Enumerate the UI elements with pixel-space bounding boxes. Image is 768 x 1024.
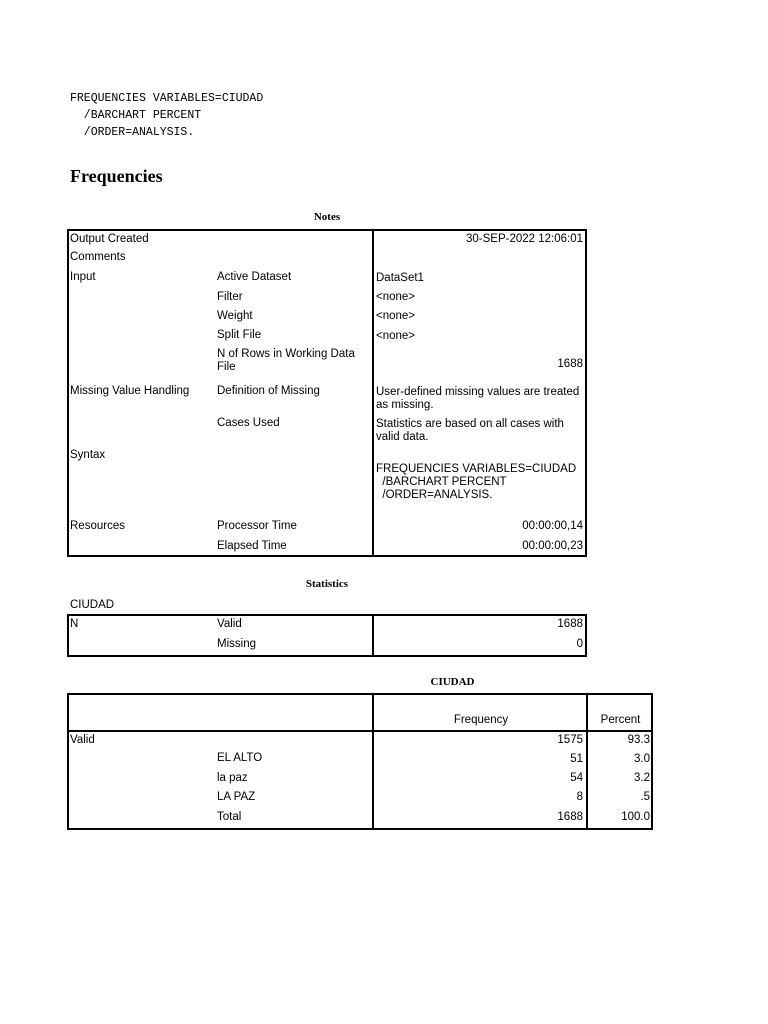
ciudad-freq-divider (586, 693, 588, 830)
syntax-label: Syntax (70, 449, 106, 461)
processor-time-label: Processor Time (217, 520, 297, 532)
statistics-title: Statistics (305, 578, 349, 590)
row-frequency: 51 (570, 753, 583, 765)
elapsed-time-label: Elapsed Time (217, 540, 287, 552)
notes-title: Notes (313, 211, 341, 223)
row-label: la paz (217, 772, 248, 784)
cases-used-value: Statistics are based on all cases with valid data. (376, 418, 568, 443)
ciudad-valid-label: Valid (70, 734, 95, 746)
ciudad-label-divider (372, 693, 374, 830)
missing-handling-label: Missing Value Handling (70, 385, 190, 397)
statistics-divider (372, 614, 374, 657)
statistics-variable: CIUDAD (70, 599, 115, 611)
syntax-echo: FREQUENCIES VARIABLES=CIUDAD /BARCHART PERCENT /ORDER=ANALYSIS. (70, 92, 264, 139)
row-label: Total (217, 811, 242, 823)
syntax-value: FREQUENCIES VARIABLES=CIUDAD /BARCHART PERCENT /ORDER=ANALYSIS. (376, 463, 577, 501)
missing-value: 0 (576, 638, 583, 650)
row-label: LA PAZ (217, 791, 256, 803)
definition-missing-label: Definition of Missing (217, 385, 320, 397)
split-file-value: <none> (376, 330, 416, 342)
active-dataset-value: DataSet1 (376, 272, 424, 284)
valid-value: 1688 (557, 618, 583, 630)
definition-missing-value: User-defined missing values are treated as missing. (376, 386, 583, 411)
row-percent: 3.2 (634, 772, 650, 784)
processor-time-value: 00:00:00,14 (522, 520, 583, 532)
row-frequency: 1575 (557, 734, 583, 746)
weight-label: Weight (217, 310, 253, 322)
n-label: N (70, 618, 79, 630)
ciudad-title: CIUDAD (430, 676, 475, 688)
comments-label: Comments (70, 251, 126, 263)
active-dataset-label: Active Dataset (217, 271, 292, 283)
n-rows-value: 1688 (557, 358, 583, 370)
elapsed-time-value: 00:00:00,23 (522, 540, 583, 552)
filter-label: Filter (217, 291, 243, 303)
row-frequency: 8 (576, 791, 583, 803)
row-frequency: 54 (570, 772, 583, 784)
row-label: EL ALTO (217, 752, 263, 764)
valid-label: Valid (217, 618, 242, 630)
output-created-value: 30-SEP-2022 12:06:01 (465, 233, 583, 245)
input-label: Input (70, 271, 96, 283)
notes-divider (372, 229, 374, 557)
ciudad-header-divider (67, 730, 653, 732)
missing-label: Missing (217, 638, 256, 650)
row-frequency: 1688 (557, 811, 583, 823)
output-created-label: Output Created (70, 233, 149, 245)
weight-value: <none> (376, 310, 416, 322)
n-rows-label: N of Rows in Working Data File (217, 348, 359, 373)
split-file-label: Split File (217, 329, 262, 341)
row-percent: .5 (640, 791, 650, 803)
row-percent: 100.0 (621, 811, 650, 823)
row-percent: 3.0 (634, 753, 650, 765)
row-percent: 93.3 (627, 734, 650, 746)
col-frequency: Frequency (453, 714, 509, 726)
col-percent: Percent (600, 714, 641, 726)
resources-label: Resources (70, 520, 125, 532)
filter-value: <none> (376, 291, 416, 303)
page-title: Frequencies (70, 166, 163, 186)
cases-used-label: Cases Used (217, 417, 280, 429)
